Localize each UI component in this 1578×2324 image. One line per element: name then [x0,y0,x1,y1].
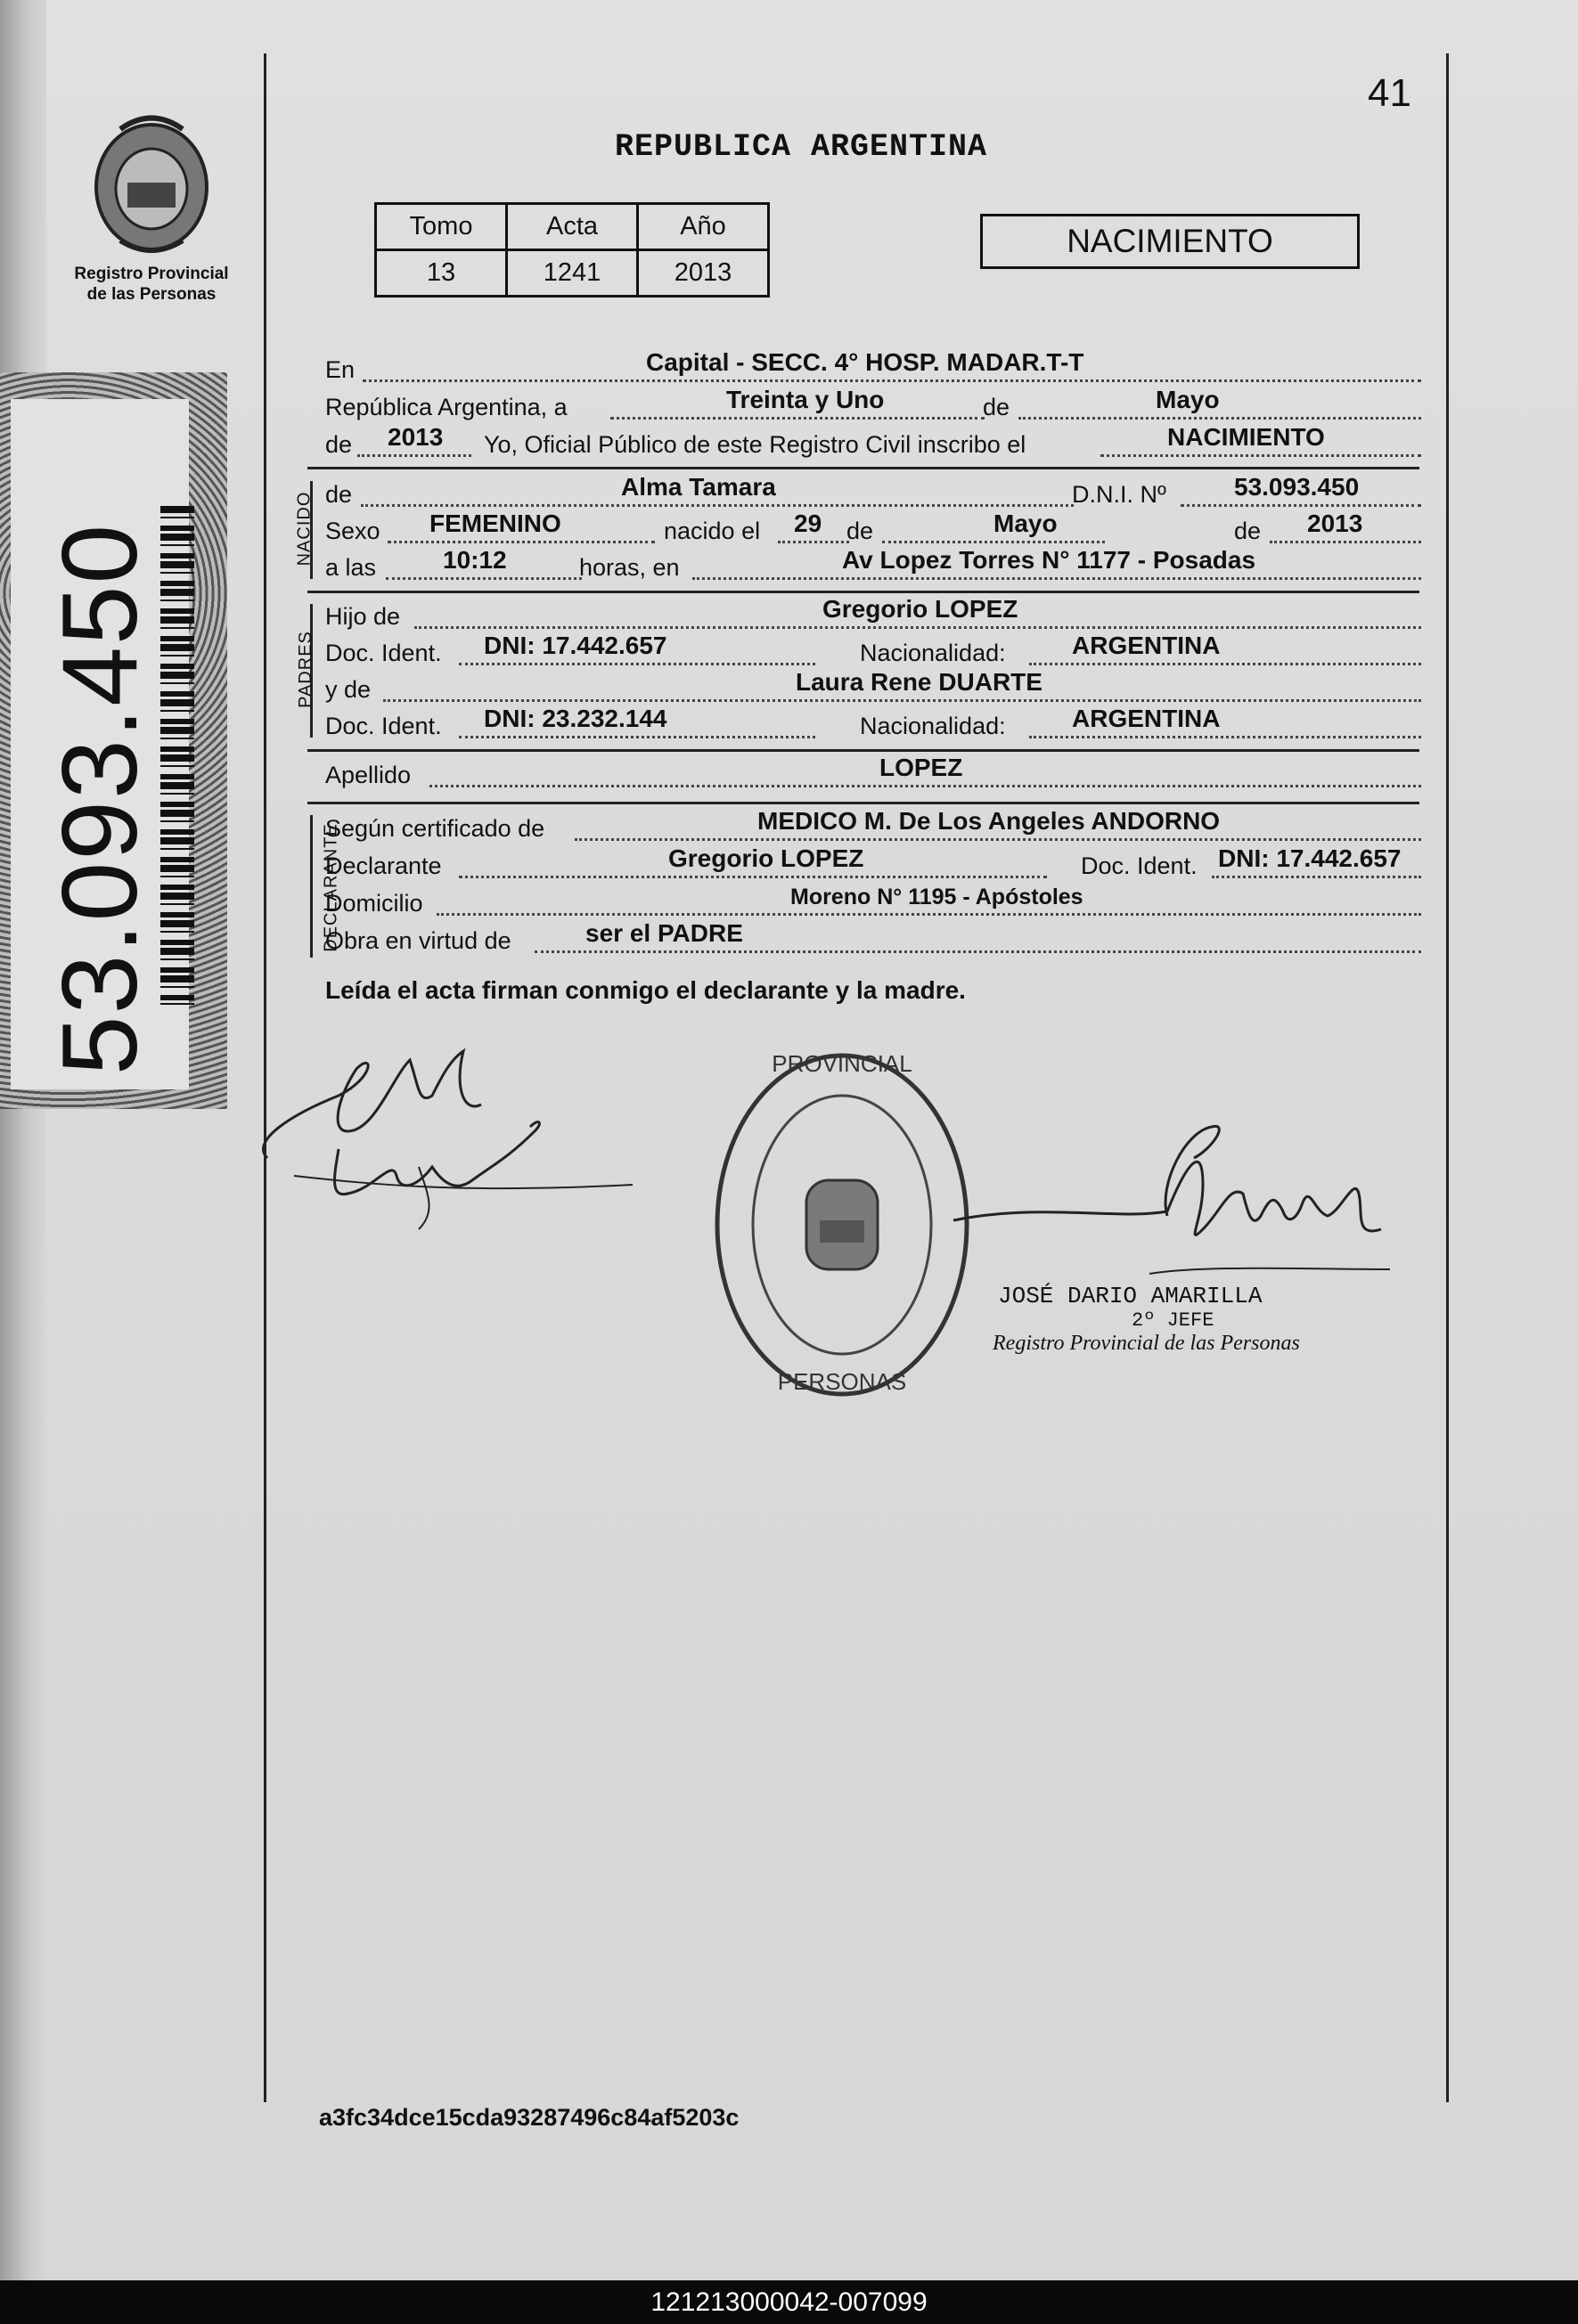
mother-nat-value: ARGENTINA [1072,705,1221,732]
horas-label: horas, en [579,554,680,581]
registry-caption-line2: de las Personas [86,285,217,304]
dotted-fill [388,541,655,543]
dotted-fill [610,417,985,420]
official-name: JOSÉ DARIO AMARILLA [998,1283,1263,1309]
birth-year-value: 2013 [1307,510,1363,537]
dotted-fill [383,699,1421,702]
de-label: de [325,431,353,458]
doc-ident-label: Doc. Ident. [325,640,442,666]
section-label-nacido: NACIDO [294,491,315,567]
dotted-fill [459,663,815,665]
dotted-fill [429,785,1421,787]
year-value: 2013 [388,423,444,451]
row-time [325,546,1421,585]
certificado-value: MEDICO M. De Los Angeles ANDORNO [757,807,1221,835]
barcode-sticker [11,399,189,1089]
reference-table [374,202,770,298]
dotted-fill [1018,417,1421,420]
declarant-signature [241,1024,650,1238]
father-doc-value: DNI: 17.442.657 [484,632,667,659]
document-type-box: NACIMIENTO [980,214,1360,269]
closing-statement: Leída el acta firman conmigo el declarante y la madre. [325,976,966,1004]
doc-ident-label: Doc. Ident. [325,713,442,739]
dotted-fill [535,950,1421,953]
dotted-fill [1100,454,1421,457]
ref-header-acta: Acta [507,204,638,250]
dotted-fill [692,577,1421,580]
reference-header-row [376,204,769,250]
father-nat-value: ARGENTINA [1072,632,1221,659]
sexo-value: FEMENINO [429,510,561,537]
row-mother [325,668,1421,707]
ref-value-acta: 1241 [507,250,638,297]
ref-value-tomo: 13 [376,250,507,297]
declarante-name-value: Gregorio LOPEZ [668,844,864,872]
row-apellido [325,754,1421,793]
registry-caption-line1: Registro Provincial [74,265,229,283]
row-date [325,386,1421,425]
mother-name-value: Laura Rene DUARTE [796,668,1042,696]
declarante-doc-value: DNI: 17.442.657 [1218,844,1402,872]
section-label-declarante: DECLARANTE [321,823,341,952]
dotted-fill [459,876,1047,878]
reference-value-row [376,250,769,297]
ref-header-ano: Año [638,204,769,250]
month-value: Mayo [1156,386,1220,413]
oficial-text: Yo, Oficial Público de este Registro Civil inscribo el [484,431,1026,458]
section-label-padres: PADRES [295,631,315,708]
row-obra [325,919,1421,958]
domicilio-value: Moreno N° 1195 - Apóstoles [790,885,1083,909]
place-value: Capital - SECC. 4° HOSP. MADAR.T-T [646,348,1084,376]
dotted-fill [459,736,815,738]
nacionalidad-label: Nacionalidad: [860,713,1006,739]
dotted-fill [357,454,471,457]
row-declarante [325,844,1421,884]
footer-code: 121213000042-007099 [0,2280,1578,2324]
father-name-value: Gregorio LOPEZ [822,595,1018,623]
y-de-label: y de [325,676,372,703]
dotted-fill [1270,541,1421,543]
obra-label: Obra en virtud de [325,927,511,954]
section-divider [307,802,1419,804]
sexo-label: Sexo [325,518,380,544]
svg-text:PERSONAS: PERSONAS [777,1368,907,1395]
dotted-fill [1029,663,1421,665]
republica-label: República Argentina, a [325,394,568,420]
child-dni-value: 53.093.450 [1234,473,1360,501]
row-father [325,595,1421,634]
barcode-label [0,372,227,1109]
dotted-fill [778,541,849,543]
dni-label: D.N.I. Nº [1072,481,1166,508]
dotted-fill [1181,504,1421,507]
document-hash: a3fc34dce15cda93287496c84af5203c [319,2104,740,2131]
birth-address-value: Av Lopez Torres N° 1177 - Posadas [842,546,1256,574]
doc-ident-label: Doc. Ident. [1081,852,1198,879]
obra-value: ser el PADRE [585,919,743,947]
certificado-label: Según certificado de [325,815,545,842]
nacido-el-label: nacido el [664,518,761,544]
row-mother-doc [325,705,1421,744]
domicilio-label: Domicilio [325,890,423,917]
apellido-label: Apellido [325,762,412,788]
page-number: 41 [1368,71,1411,115]
birth-month-value: Mayo [993,510,1058,537]
row-domicilio [325,885,1421,921]
dotted-fill [1029,736,1421,738]
dotted-fill [437,913,1421,916]
birth-time-value: 10:12 [443,546,507,574]
mother-doc-value: DNI: 23.232.144 [484,705,667,732]
act-type-value: NACIMIENTO [1167,423,1325,451]
row-place [325,348,1421,387]
row-certificado [325,807,1421,846]
row-sex [325,510,1421,549]
de-label: de [1234,518,1262,544]
de-label: de [846,518,874,544]
section-divider [307,749,1419,752]
ref-value-ano: 2013 [638,250,769,297]
row-year [325,423,1421,462]
official-signature [936,1113,1399,1292]
dotted-fill [386,577,582,580]
de-label: de [325,481,353,508]
document-title: REPUBLICA ARGENTINA [615,129,988,165]
svg-text:PROVINCIAL: PROVINCIAL [772,1050,912,1077]
dotted-fill [414,626,1421,629]
registry-caption [62,264,241,305]
section-divider [307,591,1419,593]
dotted-fill [363,379,1421,382]
section-divider [307,467,1419,469]
dotted-fill [361,504,1074,507]
de-label: de [983,394,1010,420]
hijo-de-label: Hijo de [325,603,401,630]
official-office: Registro Provincial de las Personas [993,1332,1300,1355]
registry-logo [85,107,218,258]
ref-header-tomo: Tomo [376,204,507,250]
dotted-fill [1212,876,1421,878]
day-words-value: Treinta y Uno [726,386,885,413]
barcode-number: 53.093.450 [40,522,159,1076]
right-margin-line [1446,53,1449,2102]
nacionalidad-label: Nacionalidad: [860,640,1006,666]
dotted-fill [575,838,1421,841]
dotted-fill [882,541,1105,543]
official-role: 2º JEFE [1132,1309,1214,1332]
en-label: En [325,356,356,383]
declarante-label: Declarante [325,852,442,879]
row-name [325,473,1421,512]
apellido-value: LOPEZ [879,754,963,781]
official-stamp [993,1283,1300,1356]
a-las-label: a las [325,554,377,581]
row-father-doc [325,632,1421,671]
child-name-value: Alma Tamara [621,473,776,501]
birth-day-value: 29 [794,510,822,537]
barcode-bars [160,506,194,1005]
